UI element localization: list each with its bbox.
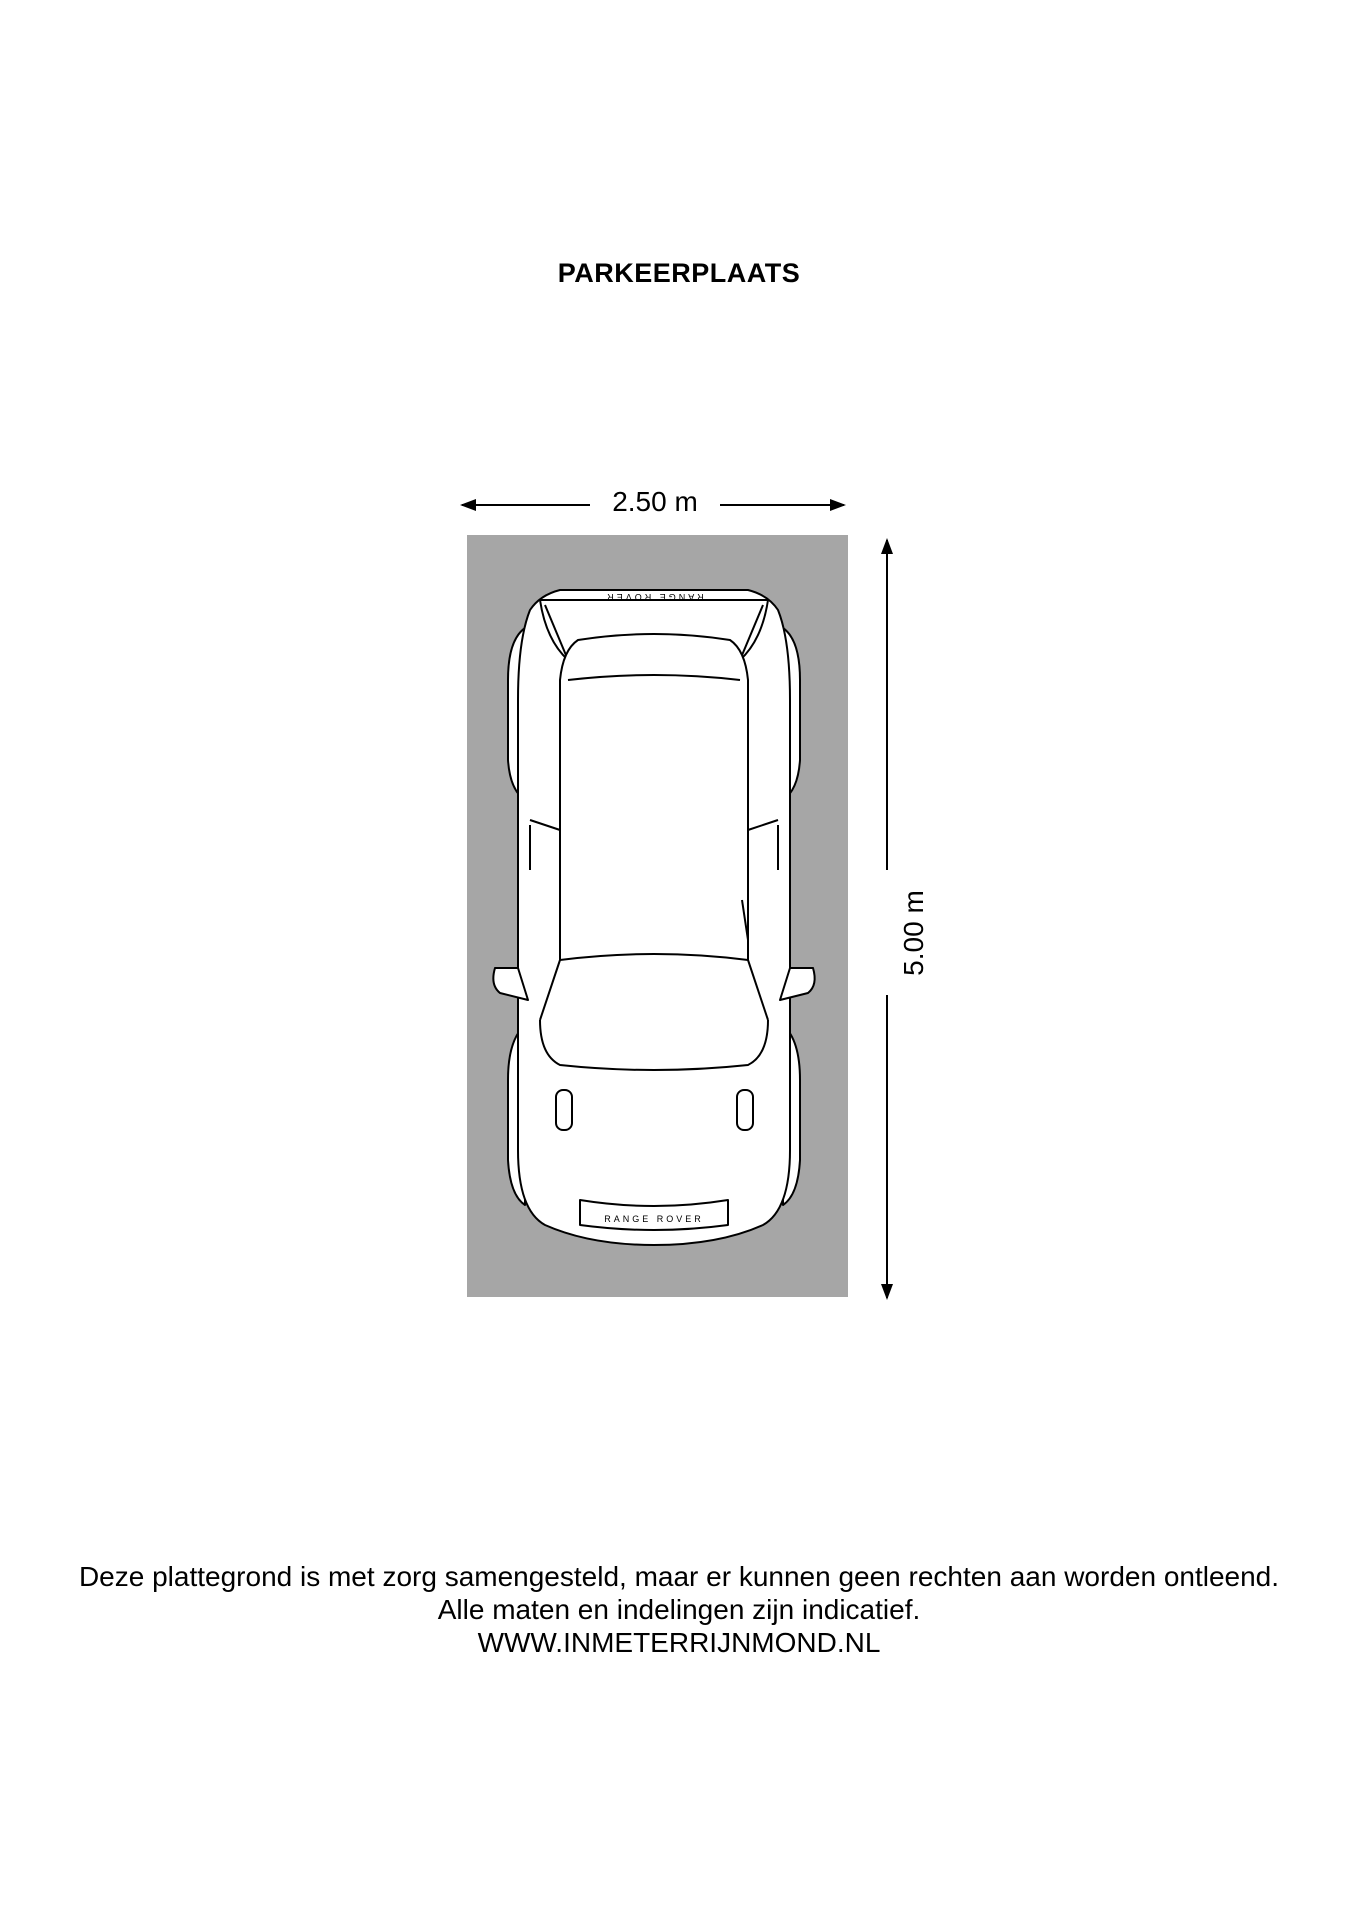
car-top-view [493, 590, 814, 1245]
disclaimer-line: Alle maten en indelingen zijn indicatief. [437, 1594, 921, 1625]
disclaimer-line: Deze plattegrond is met zorg samengesteld, maar er kunnen geen rechten aan worden ontleend. [78, 1561, 1280, 1592]
rear-badge: RANGE ROVER [604, 592, 704, 602]
disclaimer-footer [0, 1560, 1358, 1659]
length-dimension-label: 5.00 m [898, 868, 930, 998]
website-link: WWW.INMETERRIJNMOND.NL [477, 1627, 881, 1658]
page-title: PARKEERPLAATS [557, 258, 801, 288]
front-badge: RANGE ROVER [604, 1214, 704, 1224]
width-dimension-label: 2.50 m [590, 486, 720, 518]
